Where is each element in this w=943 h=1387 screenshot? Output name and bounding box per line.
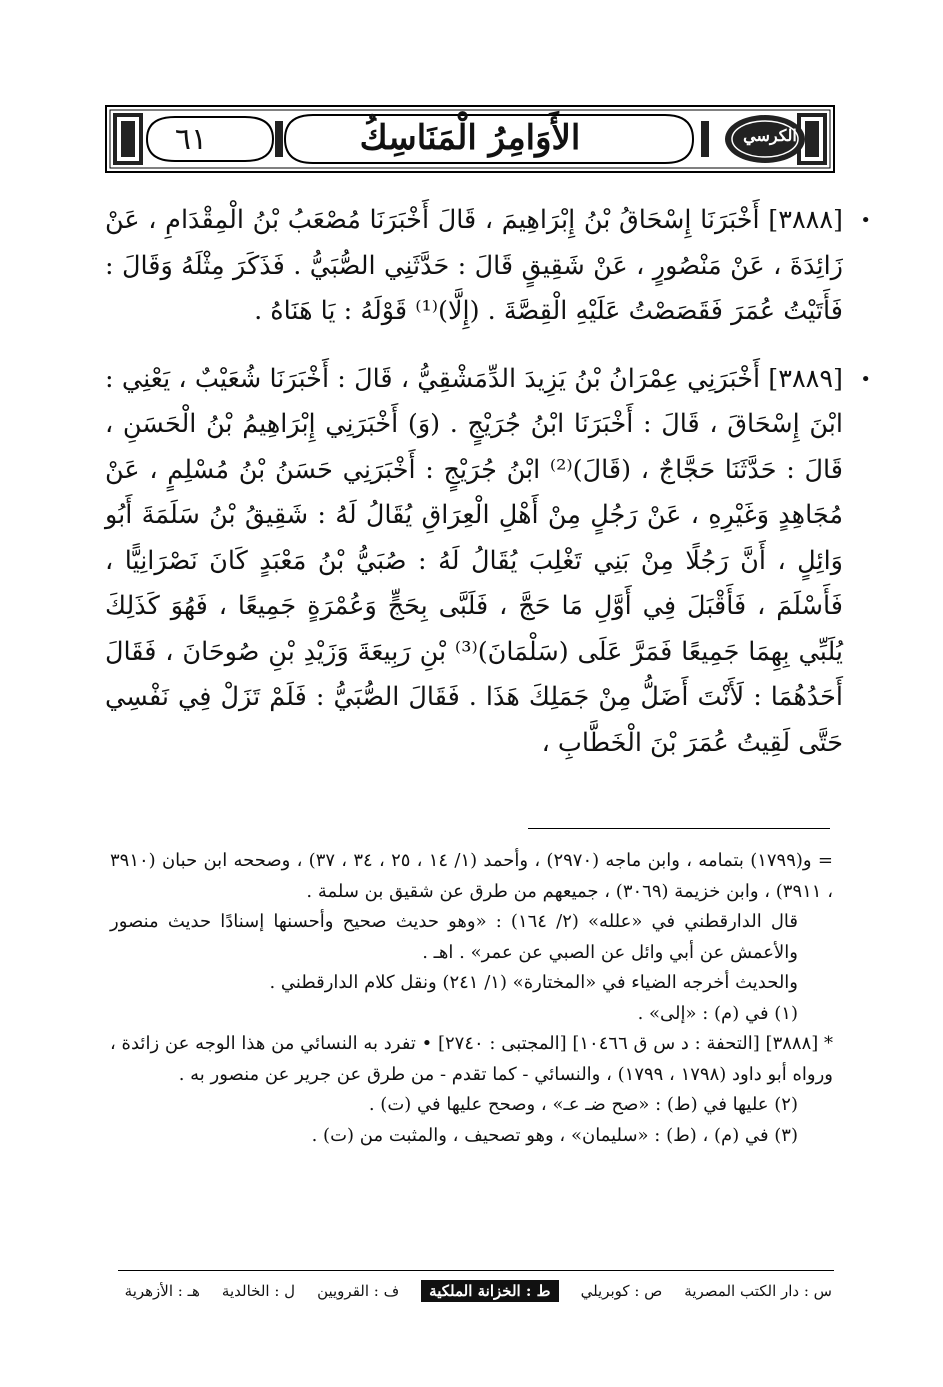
legend-item: س : دار الكتب المصرية — [684, 1282, 832, 1300]
running-title: الأَوَامِرُ الْمَنَاسِكُ — [359, 118, 581, 158]
main-text — [105, 198, 871, 788]
manuscript-legend — [120, 1280, 832, 1302]
bullet-icon: • — [860, 368, 871, 390]
hadith-3888 — [105, 198, 871, 335]
footnote-divider — [528, 828, 830, 829]
footnote-takhrij-3888: * [٣٨٨٨] [التحفة : د س ق ١٠٤٦٦] [المجتبى : ٢٧٤٠] • تفرد به النسائي من هذا الوجه عن زائدة ، ورواه أبو داود (١٧٩٨ ، ١٧٩٩) ، والنسائي - كما تقدم - من طرق عن جرير عن منصور به . — [110, 1033, 834, 1085]
seal-logo: الكرسي — [743, 126, 797, 145]
footnotes — [110, 846, 833, 1151]
page-number: ٦١ — [174, 122, 208, 157]
hadith-3889 — [105, 357, 871, 767]
footnote-continuation: = و(١٧٩٩) بتمامه ، وابن ماجه (٢٩٧٠) ، وأحمد (١/ ١٤ ، ٢٥ ، ٣٤ ، ٣٧) ، وصححه ابن حبان (٣٩١٠ ، ٣٩١١) ، وابن خزيمة (٣٠٦٩) ، جميعهم من طرق عن شقيق بن سلمة . — [110, 850, 833, 902]
bullet-icon: • — [860, 210, 871, 231]
legend-divider — [118, 1270, 834, 1271]
footnote-3: (٣) في (م) ، (ط) : «سليمان» ، وهو تصحيف ، والمثبت من (ت) . — [311, 1124, 798, 1146]
hadith-3888-text: [٣٨٨٨] أَخْبَرَنَا إِسْحَاقُ بْنُ إِبْرَاهِيمَ ، قَالَ أَخْبَرَنَا مُصْعَبُ بْنُ الْمِقْدَامِ ، عَنْ زَائِدَةَ ، عَنْ مَنْصُورٍ ، عَنْ شَقِيقٍ قَالَ : حَدَّثَنِي الصُّبَيُّ . فَذَكَرَ مِثْلَهُ وَقَالَ : فَأَتَيْتُ عُمَرَ فَقَصَصْتُ عَلَيْهِ الْقِصَّةَ . (إِلَّا)⁽¹⁾ قَوْلَهُ : يَا هَنَاهُ . — [105, 205, 843, 326]
footnote-2: (٢) عليها في (ط) : «صح ضـ عـ» ، وصحح عليها في (ت) . — [368, 1094, 798, 1115]
legend-item: ل : الخالدية — [221, 1282, 296, 1300]
footnote-daraqutni: قال الدارقطني في «علله» (٢/ ١٦٤) : «وهو حديث صحيح وأحسنها إسنادًا حديث منصور والأعمش عن أبي وائل عن الصبي عن عمر» . اهـ . — [110, 911, 798, 963]
footnote-mukhtara: والحديث أخرجه الضياء في «المختارة» (١/ ٢٤١) ونقل كلام الدارقطني . — [269, 972, 798, 993]
legend-item-highlighted: ط : الخزانة الملكية — [421, 1280, 558, 1302]
footnote-1: (١) في (م) : «إلى» . — [637, 1002, 798, 1024]
hadith-3889-text: [٣٨٨٩] أَخْبَرَنِي عِمْرَانُ بْنُ يَزِيدَ الدِّمَشْقِيُّ ، قَالَ : أَخْبَرَنَا شُعَيْبٌ ، يَعْنِي : ابْنَ إِسْحَاقَ ، قَالَ : أَخْبَرَنَا ابْنُ جُرَيْجٍ . (وَ) أَخْبَرَنِي إِبْرَاهِيمُ بْنُ الْحَسَنِ ، قَالَ : حَدَّثَنَا حَجَّاجٌ ، (قَالَ)⁽²⁾ ابْنُ جُرَيْجٍ : أَخْبَرَنِي حَسَنُ بْنُ مُسْلِمٍ ، عَنْ مُجَاهِدٍ وَغَيْرِهِ ، عَنْ رَجُلٍ مِنْ أَهْلِ الْعِرَاقِ يُقَالُ لَهُ : شَقِيقُ بْنُ سَلَمَةَ أَبُو وَائِلٍ ، أَنَّ رَجُلًا مِنْ بَنِي تَغْلِبَ يُقَالُ لَهُ : صُبَيُّ بْنُ مَعْبَدٍ كَانَ نَصْرَانِيًّا ، فَأَسْلَمَ ، فَأَقْبَلَ فِي أَوَّلِ مَا حَجَّ ، فَلَبَّى بِحَجٍّ وَعُمْرَةٍ جَمِيعًا ، فَهُوَ كَذَلِكَ يُلَبِّي بِهِمَا جَمِيعًا فَمَرَّ عَلَى (سَلْمَانَ)⁽³⁾ بْنِ رَبِيعَةَ وَزَيْدِ بْنِ صُوحَانَ ، فَقَالَ أَحَدُهُمَا : لَأَنْتَ أَضَلُّ مِنْ جَمَلِكَ هَذَا . فَقَالَ الصُّبَيُّ : فَلَمْ تَزَلْ فِي نَفْسِي حَتَّى لَقِيتُ عُمَرَ بْنَ الْخَطَّابِ ، — [105, 363, 844, 758]
legend-item: هـ : الأزهرية — [124, 1282, 200, 1300]
legend-item: ص : كوبريلي — [580, 1282, 663, 1300]
legend-item: ف : القرويين — [317, 1282, 400, 1300]
